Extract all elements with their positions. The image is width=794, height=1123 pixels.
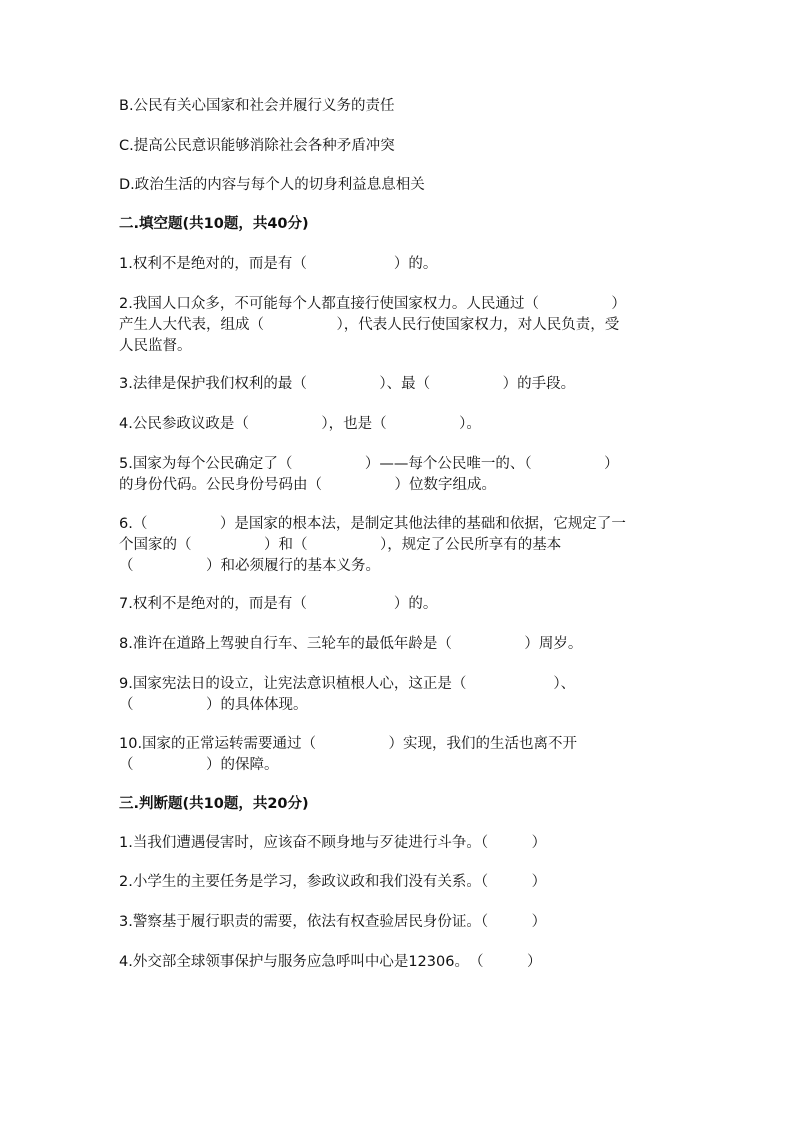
fill-question-2-line-1: 2.我国人口众多，不可能每个人都直接行使国家权力。人民通过（ ） bbox=[119, 296, 626, 312]
judge-question-4: 4.外交部全球领事保护与服务应急呼叫中心是12306。 （ ） bbox=[119, 954, 542, 970]
fill-question-10-line-1: 10.国家的正常运转需要通过（ ）实现，我们的生活也离不开 bbox=[119, 736, 578, 752]
fill-question-6-line-2: 个国家的（ ）和（ ），规定了公民所享有的基本 bbox=[119, 537, 562, 553]
judge-question-2: 2.小学生的主要任务是学习，参政议政和我们没有关系。（ ） bbox=[119, 874, 547, 890]
fill-question-1: 1.权利不是绝对的，而是有（ ）的。 bbox=[119, 256, 438, 272]
fill-question-10-line-2: （ ）的保障。 bbox=[119, 757, 279, 773]
fill-question-8: 8.准许在道路上驾驶自行车、三轮车的最低年龄是（ ）周岁。 bbox=[119, 636, 583, 652]
fill-question-2-line-2: 产生人大代表，组成（ ），代表人民行使国家权力，对人民负责，受 bbox=[119, 317, 620, 333]
fill-question-3: 3.法律是保护我们权利的最（ ）、最（ ）的手段。 bbox=[119, 376, 576, 392]
fill-question-5-line-1: 5.国家为每个公民确定了（ ）——每个公民唯一的、（ ） bbox=[119, 456, 619, 472]
option-c: C.提高公民意识能够消除社会各种矛盾冲突 bbox=[119, 138, 395, 154]
option-b: B.公民有关心国家和社会并履行义务的责任 bbox=[119, 98, 395, 114]
option-d: D.政治生活的内容与每个人的切身利益息息相关 bbox=[119, 177, 425, 193]
fill-question-9-line-2: （ ）的具体体现。 bbox=[119, 697, 308, 713]
fill-section-heading: 二.填空题(共10题，共40分) bbox=[119, 216, 309, 232]
fill-question-7: 7.权利不是绝对的，而是有（ ）的。 bbox=[119, 596, 438, 612]
fill-question-6-line-1: 6.（ ）是国家的根本法，是制定其他法律的基础和依据，它规定了一 bbox=[119, 516, 626, 532]
fill-question-2-line-3: 人民监督。 bbox=[119, 338, 192, 354]
judge-section-heading: 三.判断题(共10题，共20分) bbox=[119, 796, 309, 812]
judge-question-1: 1.当我们遭遇侵害时，应该奋不顾身地与歹徒进行斗争。（ ） bbox=[119, 835, 547, 851]
fill-question-6-line-3: （ ）和必须履行的基本义务。 bbox=[119, 558, 380, 574]
fill-question-9-line-1: 9.国家宪法日的设立，让宪法意识植根人心，这正是（ ）、 bbox=[119, 676, 576, 692]
judge-question-3: 3.警察基于履行职责的需要，依法有权查验居民身份证。（ ） bbox=[119, 914, 547, 930]
fill-question-5-line-2: 的身份代码。公民身份号码由（ ）位数字组成。 bbox=[119, 477, 496, 493]
fill-question-4: 4.公民参政议政是（ ），也是（ ）。 bbox=[119, 416, 481, 432]
